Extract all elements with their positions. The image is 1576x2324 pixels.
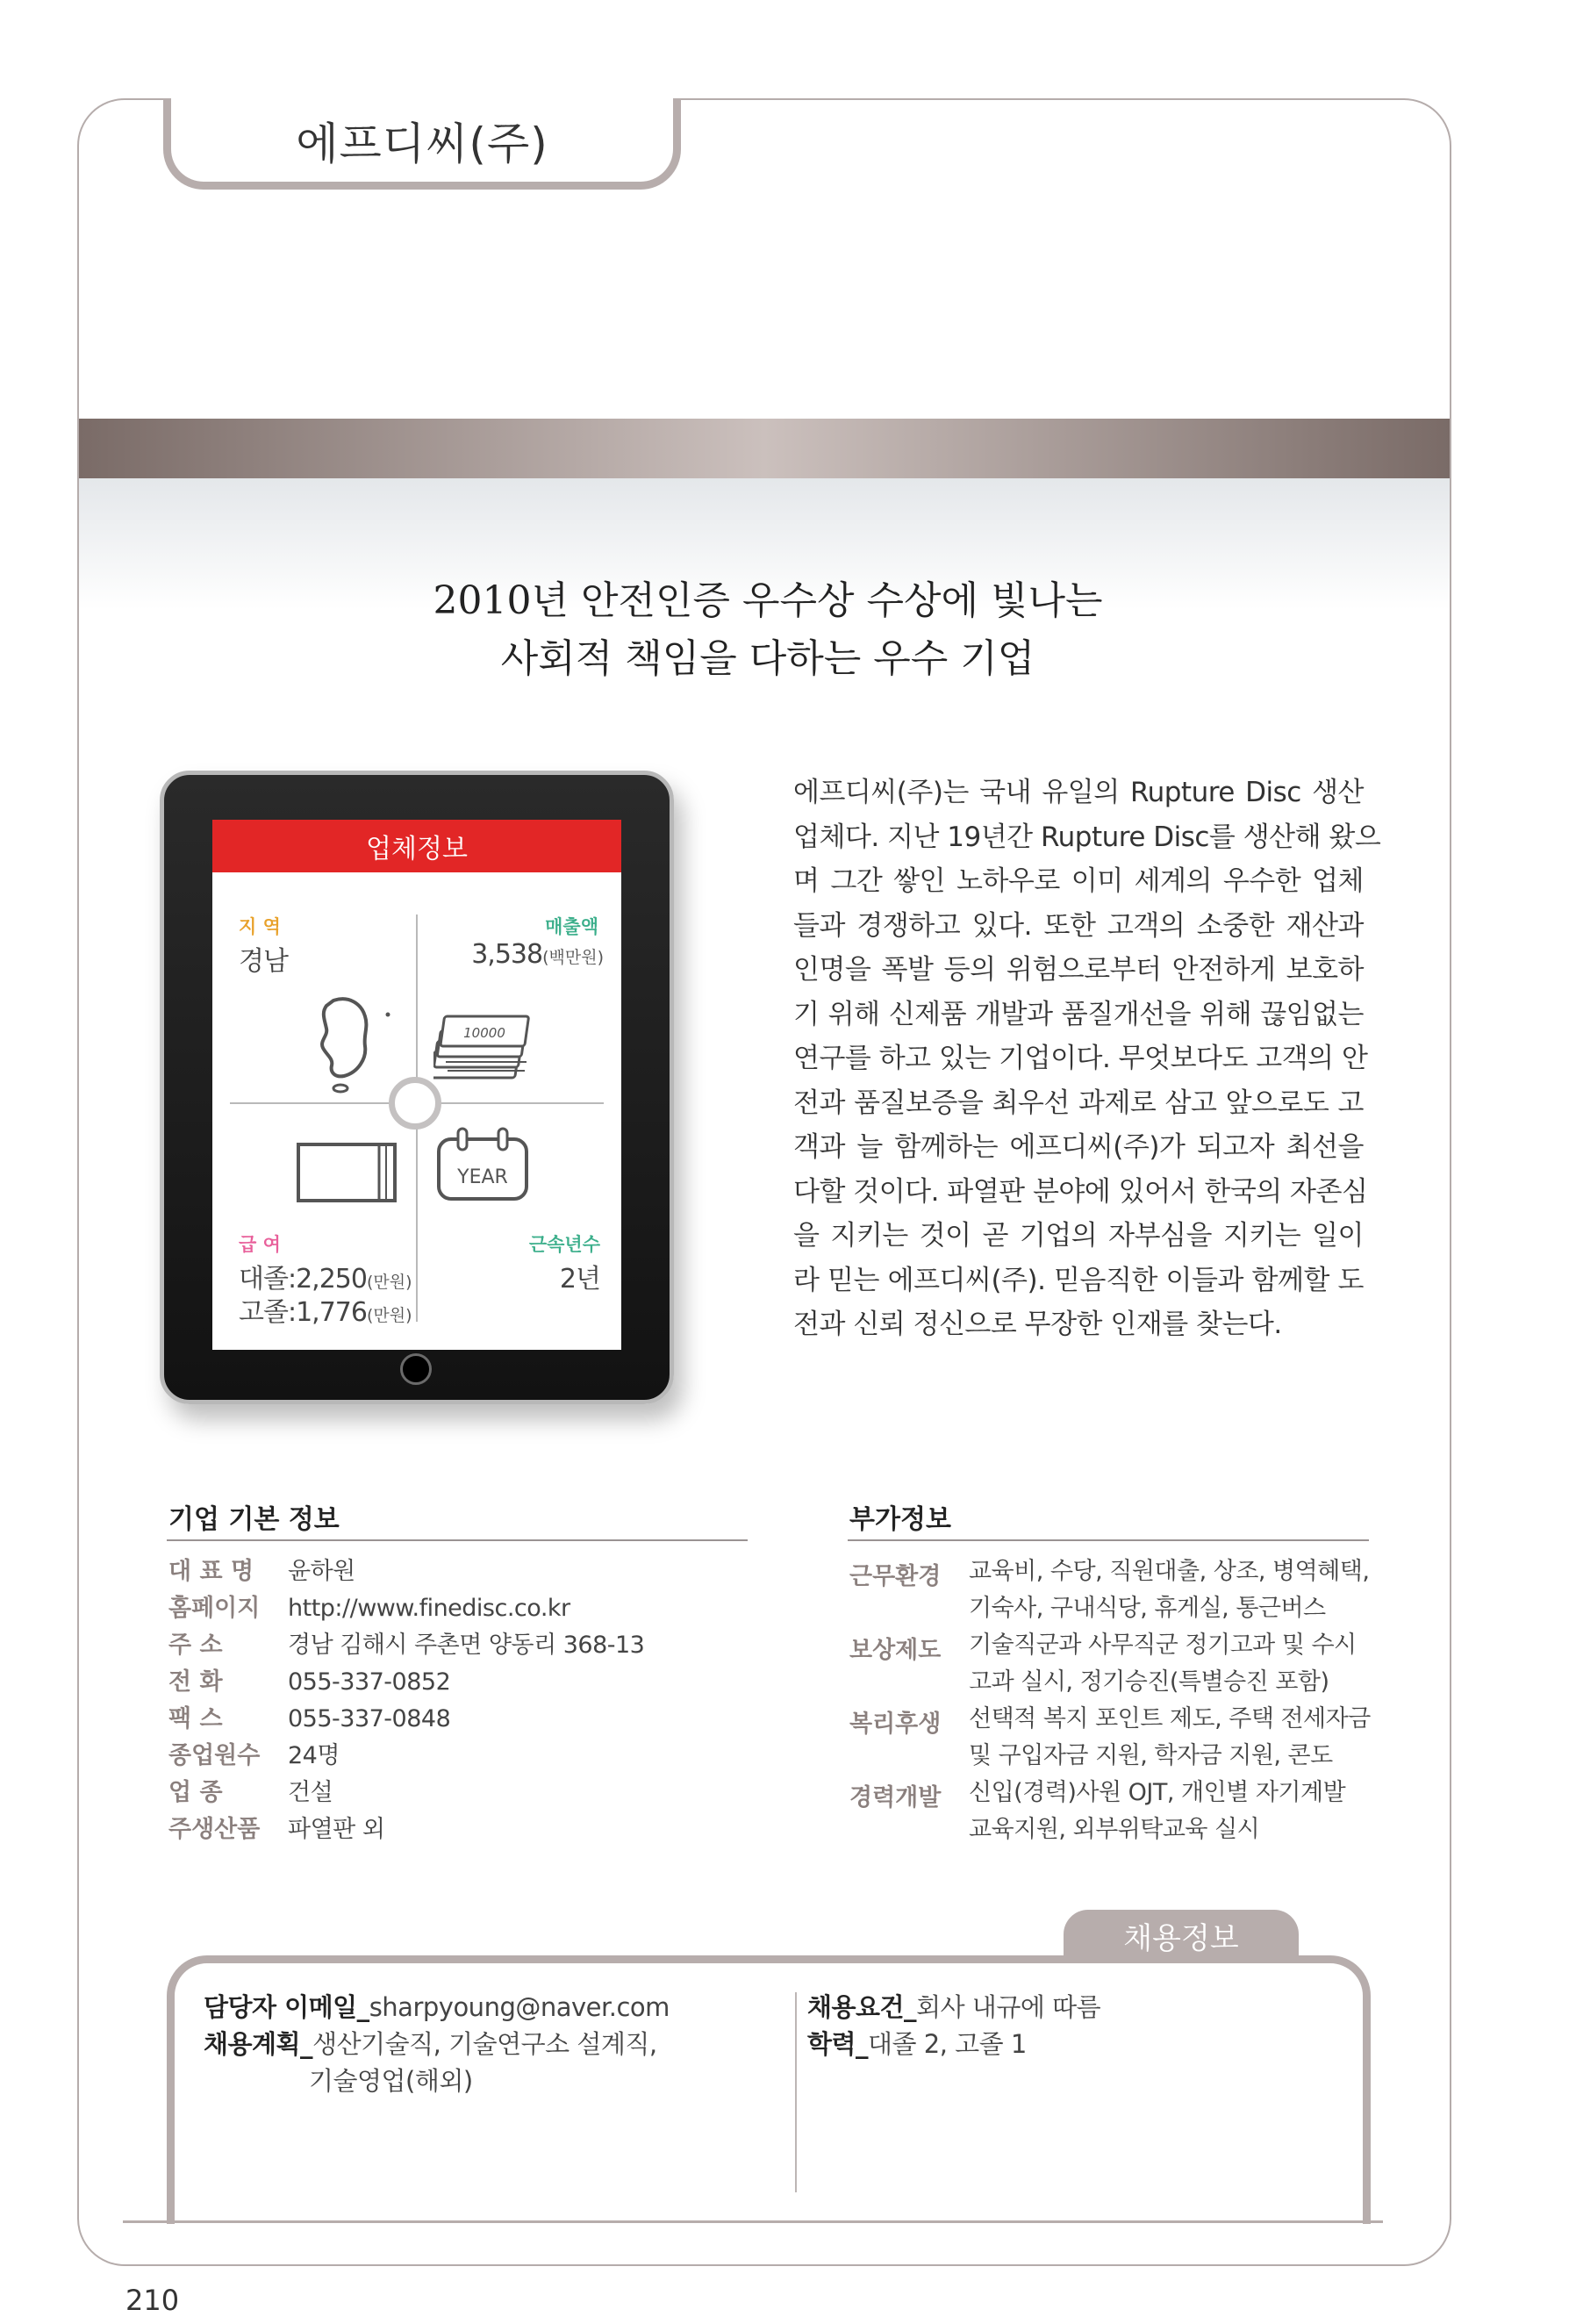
recruit-email <box>204 1989 670 2026</box>
extra-info-rule <box>848 1539 1369 1541</box>
extra-info-title: 부가정보 <box>849 1504 951 1535</box>
money-stack-icon <box>433 1008 539 1087</box>
info-row-address <box>168 1627 645 1664</box>
info-row-fax <box>168 1701 451 1738</box>
info-label: 업 종 <box>168 1779 223 1806</box>
info-value: 건설 <box>288 1779 333 1806</box>
company-name-tab <box>163 98 681 190</box>
recruit-plan-value: 생산기술직, 기술연구소 설계직, <box>312 2029 657 2059</box>
description-line: 기 위해 신제품 개발과 품질개선을 위해 끊임없는 <box>793 998 1364 1030</box>
tenure-value: 2년 <box>559 1264 600 1295</box>
extra-value-work-1: 교육비, 수당, 직원대출, 상조, 병역혜택, <box>969 1558 1370 1585</box>
recruit-requirement <box>807 1989 1100 2026</box>
recruit-plan-label: 채용계획_ <box>204 2029 313 2059</box>
info-row-employees <box>168 1738 340 1775</box>
info-label: 팩 스 <box>168 1705 223 1732</box>
info-label: 홈페이지 <box>168 1595 261 1622</box>
extra-value-welfare-2: 및 구입자금 지원, 학자금 지원, 콘도 <box>969 1742 1333 1769</box>
recruit-edu-value: 대졸 2, 고졸 1 <box>868 2029 1027 2059</box>
description-line: 라 믿는 에프디씨(주). 믿음직한 이들과 함께할 도 <box>793 1264 1364 1296</box>
extra-label-reward: 보상제도 <box>849 1637 942 1664</box>
tenure-label: 근속년수 <box>528 1234 600 1255</box>
homepage-link[interactable]: http://www.finedisc.co.kr <box>288 1595 570 1622</box>
info-value: 24명 <box>288 1742 340 1769</box>
info-label: 대 표 명 <box>168 1558 254 1585</box>
recruit-email-value[interactable]: sharpyoung@naver.com <box>369 1992 670 2022</box>
extra-value-welfare-1: 선택적 복지 포인트 제도, 주택 전세자금 <box>969 1705 1371 1732</box>
salary-high-value: 고졸:1,776 <box>239 1297 367 1328</box>
recruitment-tab: 채용정보 <box>1064 1910 1299 1961</box>
info-label: 주생산품 <box>168 1816 261 1843</box>
info-value: 055-337-0852 <box>288 1668 451 1696</box>
calendar-label: YEAR <box>457 1166 508 1188</box>
extra-value-reward-1: 기술직군과 사무직군 정기고과 및 수시 <box>969 1632 1357 1659</box>
sales-unit: (백만원) <box>542 948 604 967</box>
description-line: 객과 늘 함께하는 에프디씨(주)가 되고자 최선을 <box>793 1131 1364 1163</box>
description-line: 인명을 폭발 등의 위험으로부터 안전하게 보호하 <box>793 954 1364 986</box>
profile-header: 업체정보 <box>212 820 621 872</box>
info-row-homepage <box>168 1590 570 1627</box>
recruit-email-label: 담당자 이메일_ <box>204 1992 369 2022</box>
page-number: 210 <box>125 2284 180 2317</box>
description-line: 전과 신뢰 정신으로 무장한 인재를 찾는다. <box>793 1309 1282 1340</box>
recruit-plan <box>204 2026 657 2062</box>
info-value: 055-337-0848 <box>288 1705 451 1732</box>
basic-info-rule <box>167 1539 748 1541</box>
sales-value: 3,538 <box>471 939 543 970</box>
money-label: 10000 <box>463 1025 505 1041</box>
sales-label: 매출액 <box>545 916 598 937</box>
info-row-phone <box>168 1664 451 1701</box>
bottom-rule <box>123 2220 1383 2223</box>
info-value: 경남 김해시 주촌면 양동리 368-13 <box>288 1632 645 1659</box>
recruit-edu-label: 학력_ <box>807 2029 869 2059</box>
description-line: 을 지키는 것이 곧 기업의 자부심을 지키는 일이 <box>793 1220 1364 1252</box>
extra-value-career-2: 교육지원, 외부위탁교육 실시 <box>969 1816 1260 1843</box>
screen-center-circle <box>389 1077 441 1130</box>
recruit-req-label: 채용요건_ <box>807 1992 917 2022</box>
description-line: 연구를 하고 있는 기업이다. 무엇보다도 고객의 안 <box>793 1043 1368 1074</box>
description-line: 며 그간 쌓인 노하우로 이미 세계의 우수한 업체 <box>793 865 1364 897</box>
company-description <box>793 771 1381 1347</box>
salary-label: 급 여 <box>239 1234 281 1255</box>
recruit-education <box>807 2026 1027 2062</box>
info-row-products <box>168 1811 385 1848</box>
description-line: 업체다. 지난 19년간 Rupture Disc를 생산해 왔으 <box>793 821 1381 853</box>
extra-label-welfare: 복리후생 <box>849 1711 942 1738</box>
headline-line-2: 사회적 책임을 다하는 우수 기업 <box>500 636 1035 681</box>
info-label: 전 화 <box>168 1668 223 1696</box>
extra-value-career-1: 신입(경력)사원 OJT, 개인별 자기계발 <box>969 1779 1346 1806</box>
region-value: 경남 <box>239 946 288 977</box>
tablet-home-button <box>400 1353 432 1385</box>
info-label: 종업원수 <box>168 1742 261 1769</box>
korea-map-icon <box>307 992 404 1097</box>
description-line: 들과 경쟁하고 있다. 또한 고객의 소중한 재산과 <box>793 909 1364 942</box>
region-label: 지 역 <box>239 916 281 937</box>
salary-high <box>239 1290 412 1329</box>
description-line: 전과 품질보증을 최우선 과제로 삼고 앞으로도 고 <box>793 1087 1364 1119</box>
info-label: 주 소 <box>168 1632 223 1659</box>
salary-univ-value: 대졸:2,250 <box>239 1264 367 1295</box>
description-line: 에프디씨(주)는 국내 유일의 Rupture Disc 생산 <box>793 777 1364 808</box>
salary-unit: (만원) <box>366 1273 412 1292</box>
headline <box>307 572 1229 688</box>
headline-line-1: 2010년 안전인증 우수상 수상에 빛나는 <box>433 578 1103 623</box>
recruit-req-value: 회사 내규에 따름 <box>916 1992 1101 2022</box>
calendar-icon <box>433 1125 535 1206</box>
company-name: 에프디씨(주) <box>296 118 548 169</box>
extra-label-work: 근무환경 <box>849 1563 942 1590</box>
extra-value-work-2: 기숙사, 구내식당, 휴게실, 통근버스 <box>969 1595 1326 1622</box>
info-row-ceo <box>168 1553 355 1590</box>
envelope-icon <box>295 1139 400 1206</box>
info-value: 윤하원 <box>288 1558 355 1585</box>
info-row-industry <box>168 1775 333 1811</box>
extra-value-reward-2: 고과 실시, 정기승진(특별승진 포함) <box>969 1668 1329 1696</box>
header-band <box>79 419 1450 478</box>
extra-label-career: 경력개발 <box>849 1784 942 1811</box>
recruitment-divider <box>795 1992 797 2192</box>
recruit-plan-value-2: 기술영업(해외) <box>309 2066 473 2096</box>
salary-unit: (만원) <box>366 1306 412 1325</box>
description-line: 다할 것이다. 파열판 분야에 있어서 한국의 자존심 <box>793 1175 1368 1208</box>
info-value: 파열판 외 <box>288 1816 385 1843</box>
basic-info-title: 기업 기본 정보 <box>168 1504 340 1535</box>
sales-figure <box>456 939 604 970</box>
